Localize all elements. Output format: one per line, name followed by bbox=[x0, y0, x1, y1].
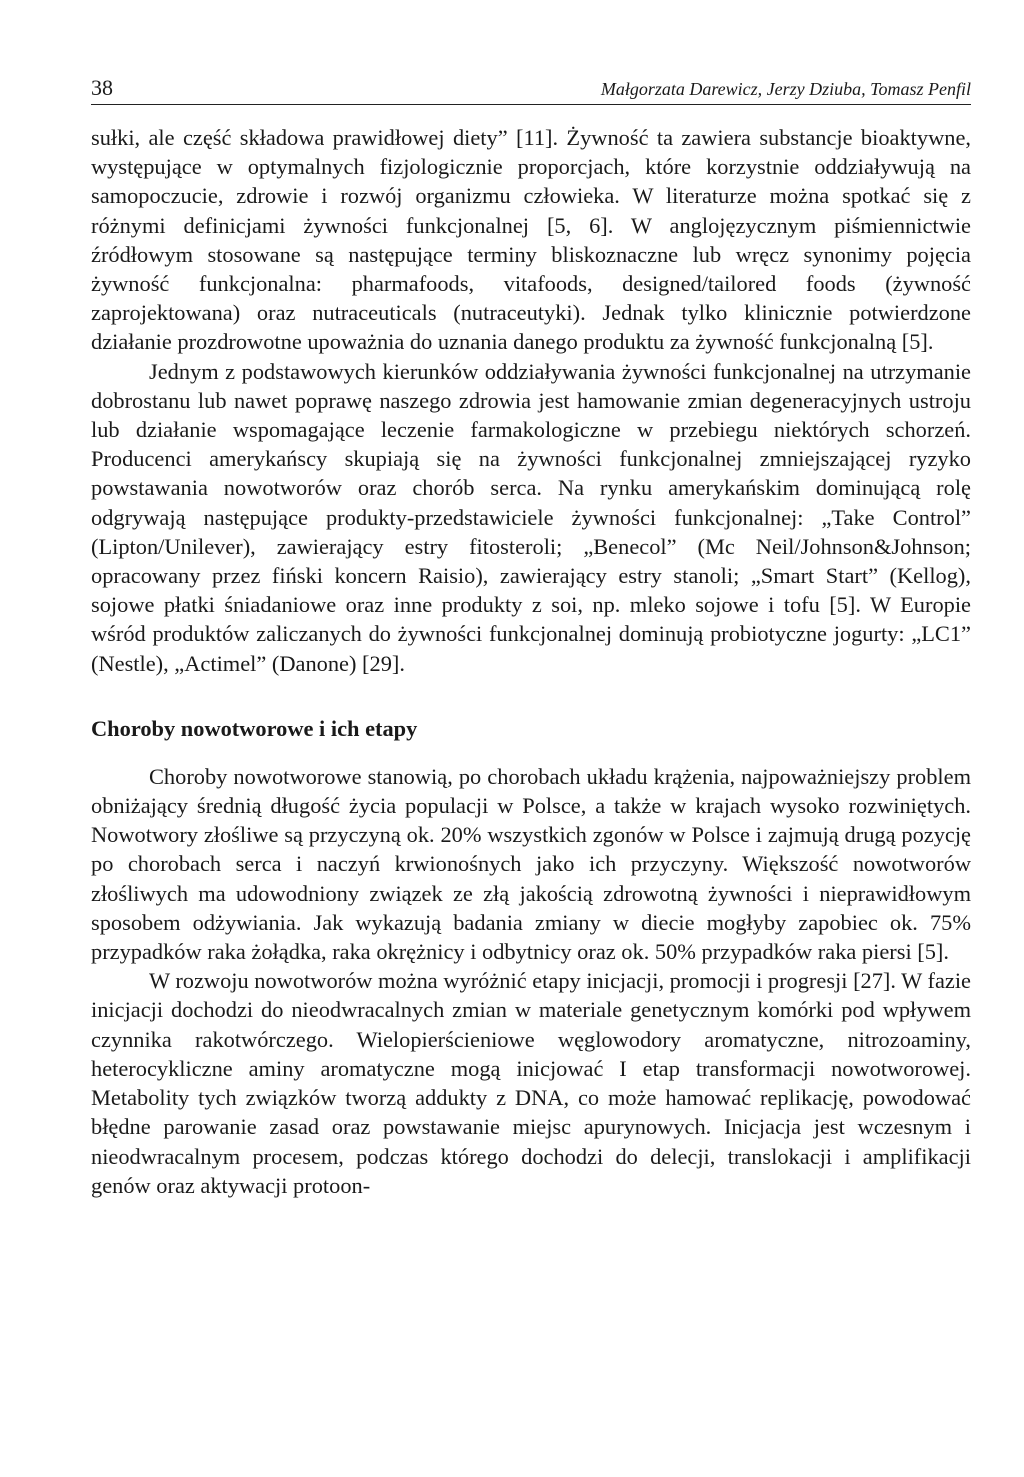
paragraph-cancer-stages: W rozwoju nowotworów można wyróżnić etapy inicjacji, promocji i progresji [27]. W fazie inicjacji dochodzi do nieodwracalnych zmian w materiale genetycznym komórki pod wpływem czynnika rakotwórczego. Wielopierścieniowe węglowodory aromatyczne, nitrozoaminy, heterocykliczne aminy aromatyczne mogą inicjować I etap transformacji nowotworowej. Metabolity tych związków tworzą addukty z DNA, co może hamować replikację, powodować błędne parowanie zasad oraz powstawanie miejsc apurynowych. Inicjacja jest wczesnym i nieodwracalnym procesem, podczas którego dochodzi do delecji, translokacji i amplifikacji genów oraz aktywacji protoon- bbox=[91, 968, 971, 1198]
body-text bbox=[91, 123, 971, 1200]
running-header-authors: Małgorzata Darewicz, Jerzy Dziuba, Tomasz Penfil bbox=[600, 79, 971, 99]
paragraph-functional-food-market: Jednym z podstawowych kierunków oddziaływania żywności funkcjonalnej na utrzymanie dobrostanu lub nawet poprawę naszego zdrowia jest hamowanie zmian degeneracyjnych ustroju lub działanie wspomagające leczenie farmakologiczne w przebiegu niektórych schorzeń. Producenci amerykańscy skupiają się na żywności funkcjonalnej zmniejszającej ryzyko powstawania nowotworów oraz chorób serca. Na rynku amerykańskim dominującą rolę odgrywają następujące produkty-przedstawiciele żywności funkcjonalnej: „Take Control” (Lipton/Unilever), zawierający estry fitosteroli; „Benecol” (Mc Neil/Johnson&Johnson; opracowany przez fiński koncern Raisio), zawierający estry stanoli; „Smart Start” (Kellog), sojowe płatki śniadaniowe oraz inne produkty z soi, np. mleko sojowe i tofu [5]. W Europie wśród produktów zaliczanych do żywności funkcjonalnej dominują probiotyczne jogurty: „LC1” (Nestle), „Actimel” (Danone) [29]. bbox=[91, 358, 971, 676]
paragraph-cancer-statistics: Choroby nowotworowe stanowią, po chorobach układu krążenia, najpoważniejszy problem obniżający średnią długość życia populacji w Polsce, a także w krajach wysoko rozwiniętych. Nowotwory złośliwe są przyczyną ok. 20% wszystkich zgonów w Polsce i zajmują drugą pozycję po chorobach serca i naczyń krwionośnych jako ich przyczyny. Większość nowotworów złośliwych ma udowodniony związek ze złą jakością zdrowotną żywności i nieprawidłowym sposobem odżywiania. Jak wykazują badania zmiany w diecie mogłyby zapobiec ok. 75% przypadków raka żołądka, raka okrężnicy i odbytnicy oraz ok. 50% przypadków raka piersi [5]. bbox=[91, 763, 971, 965]
paragraph-continuation: sułki, ale część składowa prawidłowej diety” [11]. Żywność ta zawiera substancje bioaktywne, występujące w optymalnych fizjologicznie proporcjach, które korzystnie oddziaływują na samopoczucie, zdrowie i rozwój organizmu człowieka. W literaturze można spotkać się z różnymi definicjami żywności funkcjonalnej [5, 6]. W anglojęzycznym piśmiennictwie źródłowym stosowane są następujące terminy bliskoznaczne lub wręcz synonimy pojęcia żywność funkcjonalna: pharmafoods, vitafoods, designed/tailored foods (żywność zaprojektowana) oraz nutraceuticals (nutraceutyki). Jednak tylko klinicznie potwierdzone działanie prozdrowotne upoważnia do uznania danego produktu za żywność funkcjonalną [5]. bbox=[91, 125, 971, 355]
page-number: 38 bbox=[91, 75, 113, 100]
section-heading: Choroby nowotworowe i ich etapy bbox=[91, 715, 418, 741]
page bbox=[91, 70, 971, 1200]
running-header bbox=[91, 70, 971, 105]
